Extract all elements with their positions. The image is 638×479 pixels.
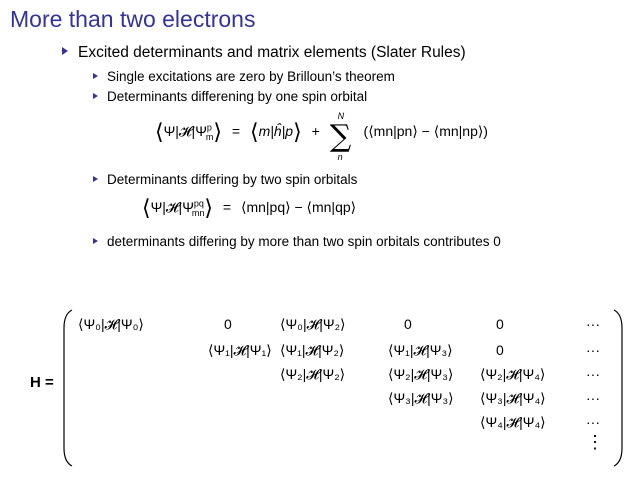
matrix-left-paren	[62, 308, 74, 468]
bullet-single	[93, 69, 395, 84]
bullet-more	[93, 234, 501, 249]
eq2-rhs: ⟨mn|pq⟩ − ⟨mn|qp⟩	[240, 199, 357, 215]
bullet-main	[62, 44, 466, 62]
matrix-cell-r1-c1: ⟨Ψ₁|𝓗|Ψ₁⟩	[208, 342, 272, 358]
matrix-cell-r5-c5: ⋮	[586, 432, 604, 452]
matrix-cell-r1-c5: ···	[586, 342, 600, 358]
matrix-cell-r3-c3: ⟨Ψ₃|𝓗|Ψ₃⟩	[388, 390, 454, 406]
bullet-triangle-icon	[93, 93, 98, 99]
equation-two-orbitals: $⟨\Psi|𝓗|\Psi^{pq}_{mn}⟩$ = ⟨mn|pq⟩ − ⟨mn|qp⟩	[142, 196, 357, 221]
matrix-label: H =	[30, 374, 54, 391]
bullet-single-text: Single excitations are zero by Brilloun’s theorem	[107, 69, 395, 84]
matrix-cell-r2-c5: ···	[586, 366, 600, 382]
eq2-lhs-sup: pq	[193, 198, 204, 209]
bullet-one-orbital-text: Determinants differening by one spin orbital	[107, 89, 368, 104]
bullet-one-orbital	[93, 89, 367, 104]
matrix-cell-r0-c5: ···	[586, 316, 600, 332]
bullet-two-orbitals-text: Determinants differing by two spin orbitals	[107, 172, 358, 187]
matrix-cell-r0-c0: ⟨Ψ₀|𝓗|Ψ₀⟩	[78, 316, 144, 332]
bullet-triangle-icon	[62, 47, 68, 55]
matrix-cell-r2-c3: ⟨Ψ₂|𝓗|Ψ₃⟩	[388, 366, 454, 382]
matrix-cell-r0-c1: 0	[224, 316, 232, 332]
eq1-lhs: Ψ|𝓗|Ψ	[163, 123, 207, 139]
matrix-cell-r2-c4: ⟨Ψ₂|𝓗|Ψ₄⟩	[480, 366, 546, 382]
eq2-lhs: Ψ|𝓗|Ψ	[150, 199, 194, 215]
matrix-cell-r0-c3: 0	[404, 316, 412, 332]
matrix-cell-r3-c4: ⟨Ψ₃|𝓗|Ψ₄⟩	[480, 390, 546, 406]
eq1-lhs-sub: m	[205, 131, 214, 142]
bullet-main-text: Excited determinants and matrix elements (Slater Rules)	[78, 44, 466, 61]
matrix-cell-r4-c4: ⟨Ψ₄|𝓗|Ψ₄⟩	[480, 414, 546, 430]
matrix-cell-r1-c2: ⟨Ψ₁|𝓗|Ψ₂⟩	[280, 342, 345, 358]
matrix-cell-r1-c4: 0	[496, 342, 504, 358]
matrix-cell-r0-c2: ⟨Ψ₀|𝓗|Ψ₂⟩	[280, 316, 346, 332]
matrix-cell-r3-c5: ···	[586, 390, 600, 406]
eq1-mid: m|ĥ|p	[258, 123, 294, 139]
matrix-cell-r0-c4: 0	[496, 316, 504, 332]
matrix-cell-r1-c3: ⟨Ψ₁|𝓗|Ψ₃⟩	[388, 342, 453, 358]
matrix-cell-r4-c5: ···	[586, 414, 600, 430]
eq1-rhs: (⟨mn|pn⟩ − ⟨mn|np⟩)	[363, 123, 488, 139]
matrix-right-paren	[612, 308, 624, 468]
sum-symbol: N ∑ n	[329, 111, 352, 162]
equation-one-orbital: $⟨\Psi|𝓗|\Psi^p_m⟩$ = ⟨m|ĥ|p⟩ + N ∑ n (⟨mn|pn⟩ − ⟨mn|np⟩)	[155, 111, 488, 162]
bullet-two-orbitals	[93, 172, 357, 187]
matrix-cell-r2-c2: ⟨Ψ₂|𝓗|Ψ₂⟩	[280, 366, 346, 382]
eq1-lhs-sup: p	[206, 122, 212, 133]
bullet-triangle-icon	[93, 238, 98, 244]
bullet-more-text: determinants differing by more than two spin orbitals contributes 0	[107, 234, 501, 249]
slide-title: More than two electrons	[10, 6, 256, 32]
bullet-triangle-icon	[93, 176, 98, 182]
bullet-triangle-icon	[93, 73, 98, 79]
eq2-lhs-sub: mn	[191, 207, 205, 218]
